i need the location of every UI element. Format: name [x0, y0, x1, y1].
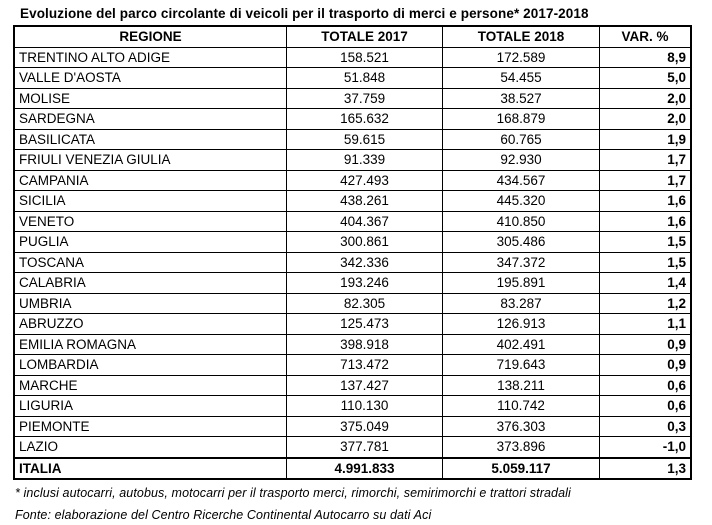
header-totale-2017: TOTALE 2017 — [287, 26, 443, 47]
table-row — [14, 191, 691, 212]
var-pct-cell: 0,3 — [600, 416, 692, 437]
footnote-inclusions: * inclusi autocarri, autobus, motocarri per il trasporto merci, rimorchi, semirimorchi e trattori stradali — [15, 486, 571, 500]
region-cell: PIEMONTE — [14, 416, 287, 437]
var-pct-cell: 1,6 — [600, 191, 692, 212]
region-cell: SICILIA — [14, 191, 287, 212]
totale-2017-cell: 438.261 — [287, 191, 443, 212]
table-row — [14, 252, 691, 273]
totale-2018-cell: 347.372 — [443, 252, 600, 273]
region-cell: EMILIA ROMAGNA — [14, 334, 287, 355]
totale-2017-cell: 398.918 — [287, 334, 443, 355]
totale-2017-cell: 37.759 — [287, 88, 443, 109]
totale-2017-cell: 404.367 — [287, 211, 443, 232]
vehicle-fleet-table — [13, 25, 692, 480]
totale-2018-cell: 402.491 — [443, 334, 600, 355]
total-2017-cell: 4.991.833 — [287, 458, 443, 480]
region-cell: UMBRIA — [14, 293, 287, 314]
totale-2017-cell: 193.246 — [287, 273, 443, 294]
total-2018-cell: 5.059.117 — [443, 458, 600, 480]
region-cell: LOMBARDIA — [14, 355, 287, 376]
totale-2017-cell: 137.427 — [287, 375, 443, 396]
table-row — [14, 396, 691, 417]
totale-2018-cell: 126.913 — [443, 314, 600, 335]
var-pct-cell: 2,0 — [600, 109, 692, 130]
totale-2018-cell: 92.930 — [443, 150, 600, 171]
var-pct-cell: 1,2 — [600, 293, 692, 314]
table-row — [14, 232, 691, 253]
table-row — [14, 355, 691, 376]
table-row — [14, 88, 691, 109]
totale-2018-cell: 376.303 — [443, 416, 600, 437]
var-pct-cell: 1,7 — [600, 170, 692, 191]
table-row — [14, 211, 691, 232]
total-row-italia — [14, 458, 691, 480]
totale-2018-cell: 138.211 — [443, 375, 600, 396]
totale-2018-cell: 60.765 — [443, 129, 600, 150]
totale-2017-cell: 165.632 — [287, 109, 443, 130]
total-var-cell: 1,3 — [600, 458, 692, 480]
table-row — [14, 129, 691, 150]
var-pct-cell: 0,9 — [600, 334, 692, 355]
region-cell: CAMPANIA — [14, 170, 287, 191]
region-cell: TOSCANA — [14, 252, 287, 273]
totale-2018-cell: 305.486 — [443, 232, 600, 253]
region-cell: MARCHE — [14, 375, 287, 396]
totale-2018-cell: 168.879 — [443, 109, 600, 130]
region-cell: ABRUZZO — [14, 314, 287, 335]
table-row — [14, 293, 691, 314]
header-var-pct: VAR. % — [600, 26, 692, 47]
region-cell: PUGLIA — [14, 232, 287, 253]
table-row — [14, 437, 691, 458]
var-pct-cell: 1,5 — [600, 252, 692, 273]
table-row — [14, 416, 691, 437]
totale-2017-cell: 342.336 — [287, 252, 443, 273]
var-pct-cell: 8,9 — [600, 47, 692, 68]
totale-2017-cell: 110.130 — [287, 396, 443, 417]
totale-2018-cell: 719.643 — [443, 355, 600, 376]
region-cell: CALABRIA — [14, 273, 287, 294]
region-cell: BASILICATA — [14, 129, 287, 150]
var-pct-cell: 5,0 — [600, 68, 692, 89]
var-pct-cell: 0,6 — [600, 396, 692, 417]
totale-2018-cell: 110.742 — [443, 396, 600, 417]
header-row — [14, 26, 691, 47]
table-row — [14, 68, 691, 89]
totale-2017-cell: 377.781 — [287, 437, 443, 458]
var-pct-cell: 2,0 — [600, 88, 692, 109]
totale-2017-cell: 91.339 — [287, 150, 443, 171]
totale-2018-cell: 54.455 — [443, 68, 600, 89]
table-title: Evoluzione del parco circolante di veicoli per il trasporto di merci e persone* 2017-2018 — [20, 6, 589, 21]
table-row — [14, 109, 691, 130]
table-row — [14, 314, 691, 335]
totale-2018-cell: 172.589 — [443, 47, 600, 68]
totale-2018-cell: 410.850 — [443, 211, 600, 232]
totale-2018-cell: 195.891 — [443, 273, 600, 294]
header-totale-2018: TOTALE 2018 — [443, 26, 600, 47]
footnote-source: Fonte: elaborazione del Centro Ricerche Continental Autocarro su dati Aci — [15, 508, 432, 522]
totale-2017-cell: 51.848 — [287, 68, 443, 89]
var-pct-cell: 1,9 — [600, 129, 692, 150]
totale-2018-cell: 445.320 — [443, 191, 600, 212]
totale-2017-cell: 82.305 — [287, 293, 443, 314]
region-cell: VENETO — [14, 211, 287, 232]
region-cell: SARDEGNA — [14, 109, 287, 130]
totale-2017-cell: 158.521 — [287, 47, 443, 68]
totale-2018-cell: 38.527 — [443, 88, 600, 109]
region-cell: TRENTINO ALTO ADIGE — [14, 47, 287, 68]
table-row — [14, 273, 691, 294]
totale-2017-cell: 375.049 — [287, 416, 443, 437]
var-pct-cell: 1,7 — [600, 150, 692, 171]
totale-2018-cell: 434.567 — [443, 170, 600, 191]
var-pct-cell: 1,1 — [600, 314, 692, 335]
totale-2017-cell: 125.473 — [287, 314, 443, 335]
table-row — [14, 170, 691, 191]
table-row — [14, 375, 691, 396]
header-regione: REGIONE — [14, 26, 287, 47]
table-row — [14, 47, 691, 68]
region-cell: VALLE D'AOSTA — [14, 68, 287, 89]
totale-2018-cell: 83.287 — [443, 293, 600, 314]
table-row — [14, 334, 691, 355]
totale-2018-cell: 373.896 — [443, 437, 600, 458]
var-pct-cell: 1,4 — [600, 273, 692, 294]
var-pct-cell: 0,9 — [600, 355, 692, 376]
table-row — [14, 150, 691, 171]
region-cell: LAZIO — [14, 437, 287, 458]
table-body — [14, 47, 691, 458]
var-pct-cell: 1,6 — [600, 211, 692, 232]
total-region-cell: ITALIA — [14, 458, 287, 480]
var-pct-cell: 1,5 — [600, 232, 692, 253]
totale-2017-cell: 427.493 — [287, 170, 443, 191]
region-cell: MOLISE — [14, 88, 287, 109]
region-cell: FRIULI VENEZIA GIULIA — [14, 150, 287, 171]
region-cell: LIGURIA — [14, 396, 287, 417]
totale-2017-cell: 59.615 — [287, 129, 443, 150]
var-pct-cell: 0,6 — [600, 375, 692, 396]
totale-2017-cell: 713.472 — [287, 355, 443, 376]
var-pct-cell: -1,0 — [600, 437, 692, 458]
totale-2017-cell: 300.861 — [287, 232, 443, 253]
